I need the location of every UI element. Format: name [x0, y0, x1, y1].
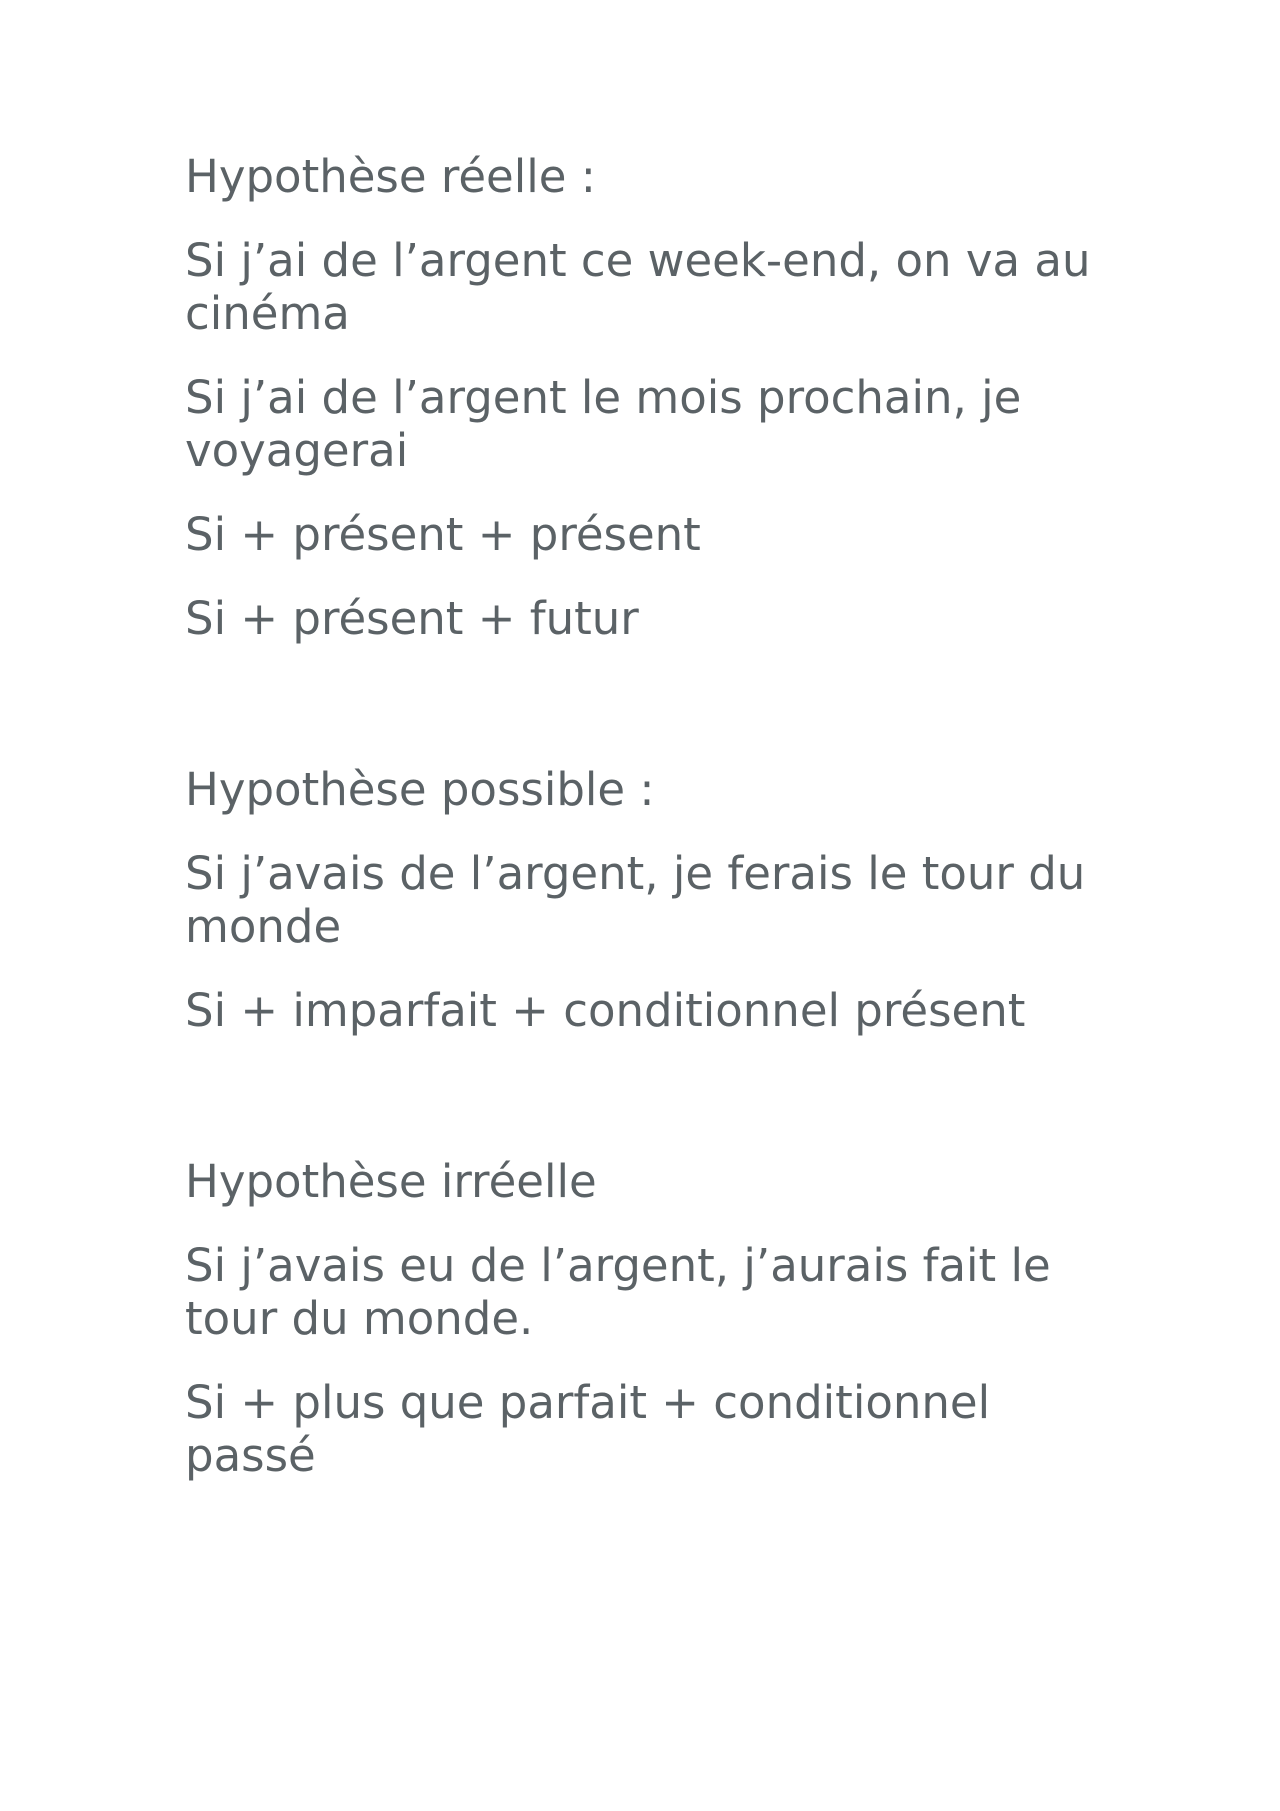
section-spacer [185, 1068, 1125, 1155]
document-body [185, 150, 1125, 1513]
section-heading: Hypothèse réelle : [185, 150, 596, 203]
section-spacer [185, 676, 1125, 763]
section-hypothese-reelle [185, 150, 1125, 645]
example-sentence: Si j’avais de l’argent, je ferais le tour du monde [185, 847, 1086, 953]
section-heading: Hypothèse possible : [185, 763, 655, 816]
grammar-rule: Si + plus que parfait + conditionnel passé [185, 1376, 991, 1482]
grammar-rule: Si + présent + présent [185, 508, 701, 561]
grammar-rule: Si + présent + futur [185, 592, 639, 645]
example-sentence: Si j’ai de l’argent ce week-end, on va au cinéma [185, 234, 1091, 340]
section-hypothese-irreelle [185, 1155, 1125, 1482]
section-hypothese-possible [185, 763, 1125, 1037]
example-sentence: Si j’avais eu de l’argent, j’aurais fait le tour du monde. [185, 1239, 1051, 1345]
example-sentence: Si j’ai de l’argent le mois prochain, je voyagerai [185, 371, 1022, 477]
section-heading: Hypothèse irréelle [185, 1155, 597, 1208]
grammar-rule: Si + imparfait + conditionnel présent [185, 984, 1026, 1037]
